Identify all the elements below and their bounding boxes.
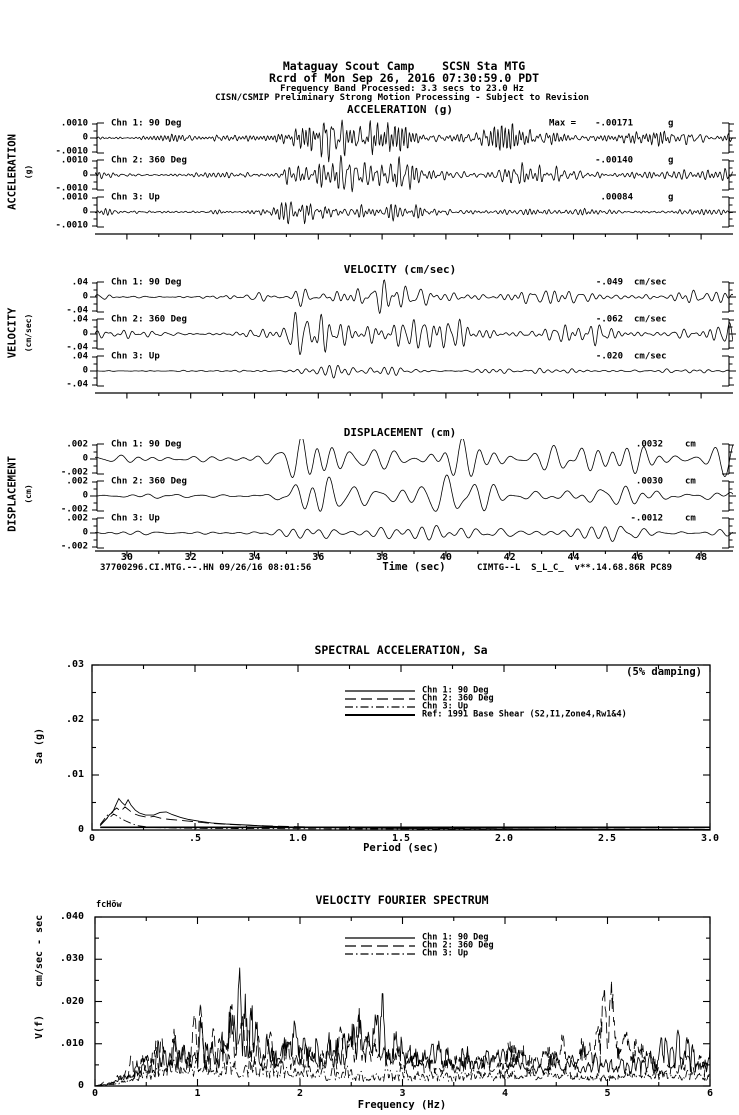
ytick-label: .0010 [60, 192, 88, 203]
peak-unit-label: cm/sec [634, 351, 667, 362]
fourier-xtick-label: 0 [91, 1088, 99, 1099]
disp-y-axis-unit: (cm) [23, 484, 33, 504]
trace-accel-chn2 [95, 155, 733, 191]
time-tick-label: 30 [120, 552, 133, 563]
fourier-xtick-label: 2 [296, 1088, 304, 1099]
fourier-chart-title: VELOCITY FOURIER SPECTRUM [315, 893, 489, 907]
processing-disclaimer-line: CISN/CSMIP Preliminary Strong Motion Processing - Subject to Revision [215, 93, 589, 103]
channel-label-vel-2: Chn 2: 360 Deg [111, 314, 187, 325]
channel-label-accel-1: Chn 1: 90 Deg [111, 118, 182, 129]
fourier-xtick-label: 3 [399, 1088, 406, 1099]
time-tick-label: 40 [439, 552, 452, 563]
ytick-label: -.002 [60, 504, 88, 515]
ytick-label: -.002 [60, 541, 88, 552]
sa-xtick-label: 2.5 [597, 833, 617, 844]
peak-value-accel-1: -.00171 [595, 118, 633, 129]
ytick-label: -.0010 [55, 183, 88, 194]
peak-value-accel-2: -.00140 [595, 155, 633, 166]
peak-unit-label: g [668, 155, 674, 166]
accel-y-axis-unit: (g) [23, 164, 33, 180]
sa-x-axis-label: Period (sec) [363, 842, 439, 854]
ytick-label: -.04 [66, 342, 88, 353]
trace-disp-chn3 [95, 526, 733, 542]
sa-ytick-label: 0 [77, 823, 84, 835]
sa-ytick-label: .01 [65, 768, 84, 780]
station-title: Mataguay Scout Camp SCSN Sta MTG [282, 59, 526, 73]
ytick-label: .04 [71, 351, 88, 362]
channel-label-vel-3: Chn 3: Up [111, 351, 160, 362]
ytick-label: .0010 [60, 155, 88, 166]
disp-panel-title: DISPLACEMENT (cm) [343, 426, 457, 439]
trace-vel-chn3 [95, 365, 733, 378]
peak-value-vel-2: -.062 [595, 314, 623, 325]
fourier-xtick-label: 1 [194, 1088, 201, 1099]
ytick-label: .0010 [60, 118, 88, 129]
fourier-legend-label-2: Chn 2: 360 Deg [422, 940, 494, 951]
sa-ytick-label: .03 [65, 658, 84, 670]
disp-y-axis-label: DISPLACEMENT [6, 456, 19, 532]
channel-label-accel-3: Chn 3: Up [111, 192, 160, 203]
channel-label-disp-1: Chn 1: 90 Deg [111, 439, 182, 450]
sa-series-1 [100, 799, 710, 830]
trace-accel-chn3 [95, 202, 733, 224]
ytick-label: -.04 [66, 305, 88, 316]
sa-xtick-label: 3.0 [700, 833, 720, 844]
fourier-ytick-label: 0 [77, 1079, 84, 1091]
sa-axes [92, 665, 710, 830]
sa-series-2 [100, 807, 710, 829]
peak-unit-label: cm/sec [634, 314, 667, 325]
vel-y-axis-label: VELOCITY [6, 307, 19, 359]
ytick-label: .04 [71, 314, 88, 325]
fourier-y-axis-units-label: cm/sec - sec [33, 914, 45, 988]
peak-value-disp-3: -.0012 [630, 513, 663, 524]
ytick-label: 0 [82, 169, 88, 180]
time-axis-label: Time (sec) [382, 561, 446, 573]
peak-value-disp-2: .0030 [635, 476, 663, 487]
ytick-label: 0 [82, 328, 88, 339]
ytick-label: .002 [66, 476, 88, 487]
fourier-fc-annotation: fcHöw [96, 900, 122, 910]
trace-accel-chn1 [95, 120, 733, 162]
sa-legend-label-1: Chn 1: 90 Deg [422, 685, 489, 696]
time-tick-label: 38 [376, 552, 389, 563]
channel-label-disp-3: Chn 3: Up [111, 513, 160, 524]
time-tick-label: 36 [312, 552, 325, 563]
sa-xtick-label: 0 [88, 833, 96, 844]
fourier-ytick-label: .020 [59, 995, 84, 1007]
time-tick-label: 46 [631, 552, 644, 563]
sa-chart-title: SPECTRAL ACCELERATION, Sa [314, 643, 488, 657]
time-tick-label: 48 [695, 552, 708, 563]
ytick-label: 0 [82, 490, 88, 501]
sa-y-axis-label: Sa (g) [33, 727, 45, 765]
sa-xtick-label: .5 [188, 833, 202, 844]
time-tick-label: 42 [503, 552, 516, 563]
fourier-y-axis-label: V(f) [33, 1014, 45, 1040]
vel-panel-title: VELOCITY (cm/sec) [343, 263, 457, 276]
fourier-xtick-label: 6 [706, 1088, 714, 1099]
peak-unit-label: cm [685, 439, 696, 450]
time-tick-label: 44 [567, 552, 580, 563]
sa-legend-label-3: Chn 3: Up [422, 701, 469, 712]
ytick-label: .002 [66, 513, 88, 524]
ytick-label: 0 [82, 365, 88, 376]
frequency-band-line: Frequency Band Processed: 3.3 secs to 23.0 Hz [280, 84, 524, 94]
ytick-label: 0 [82, 453, 88, 464]
channel-label-disp-2: Chn 2: 360 Deg [111, 476, 187, 487]
sa-damping-annotation: (5% damping) [626, 666, 702, 678]
ytick-label: 0 [82, 527, 88, 538]
fourier-ytick-label: .030 [59, 953, 84, 964]
time-tick-label: 34 [248, 552, 261, 563]
ytick-label: .002 [66, 439, 88, 450]
peak-unit-label: cm/sec [634, 277, 667, 288]
ytick-label: -.0010 [55, 220, 88, 231]
fourier-xtick-label: 4 [501, 1088, 509, 1099]
sa-xtick-label: 1.0 [288, 833, 308, 844]
record-date-line: Rcrd of Mon Sep 26, 2016 07:30:59.0 PDT [268, 71, 540, 85]
ytick-label: 0 [82, 132, 88, 143]
vel-y-axis-unit: (cm/sec) [23, 313, 33, 353]
fourier-legend-label-1: Chn 1: 90 Deg [422, 932, 489, 943]
fourier-xtick-label: 5 [604, 1088, 611, 1099]
sa-xtick-label: 2.0 [494, 833, 514, 844]
sa-legend-label-4: Ref: 1991 Base Shear (S2,I1,Zone4,Rw1&4) [422, 709, 627, 720]
vel-axes [90, 282, 736, 399]
ytick-label: -.0010 [55, 146, 88, 157]
peak-unit-label: g [668, 192, 674, 203]
fourier-ytick-label: .040 [59, 910, 84, 922]
ytick-label: 0 [82, 291, 88, 302]
peak-value-accel-3: .00084 [600, 192, 633, 203]
station-code-footer: CIMTG--L S_L_C_ v**.14.68.86R PC89 [477, 563, 673, 573]
ytick-label: 0 [82, 206, 88, 217]
peak-unit-label: cm [685, 513, 696, 524]
time-tick-label: 32 [184, 552, 197, 563]
channel-label-accel-2: Chn 2: 360 Deg [111, 155, 187, 166]
fourier-legend-label-3: Chn 3: Up [422, 948, 469, 959]
accel-panel-title: ACCELERATION (g) [347, 103, 453, 116]
fourier-ytick-label: .010 [59, 1037, 84, 1049]
fourier-x-axis-label: Frequency (Hz) [357, 1099, 447, 1111]
sa-xtick-label: 1.5 [391, 833, 411, 844]
max-prefix-label: Max = [549, 118, 577, 129]
ytick-label: -.002 [60, 467, 88, 478]
peak-value-disp-1: .0032 [635, 439, 663, 450]
sa-legend-label-2: Chn 2: 360 Deg [422, 693, 494, 704]
ytick-label: -.04 [66, 379, 88, 390]
ytick-label: .04 [71, 277, 88, 288]
accel-y-axis-label: ACCELERATION [6, 134, 19, 210]
sa-ytick-label: .02 [65, 713, 84, 725]
accel-axes [90, 123, 736, 240]
channel-label-vel-1: Chn 1: 90 Deg [111, 277, 182, 288]
peak-value-vel-1: -.049 [595, 277, 623, 288]
peak-value-vel-3: -.020 [595, 351, 623, 362]
record-file-footer: 37700296.CI.MTG.--.HN 09/26/16 08:01:56 [100, 563, 312, 573]
peak-unit-label: cm [685, 476, 696, 487]
peak-unit-label: g [668, 118, 674, 129]
